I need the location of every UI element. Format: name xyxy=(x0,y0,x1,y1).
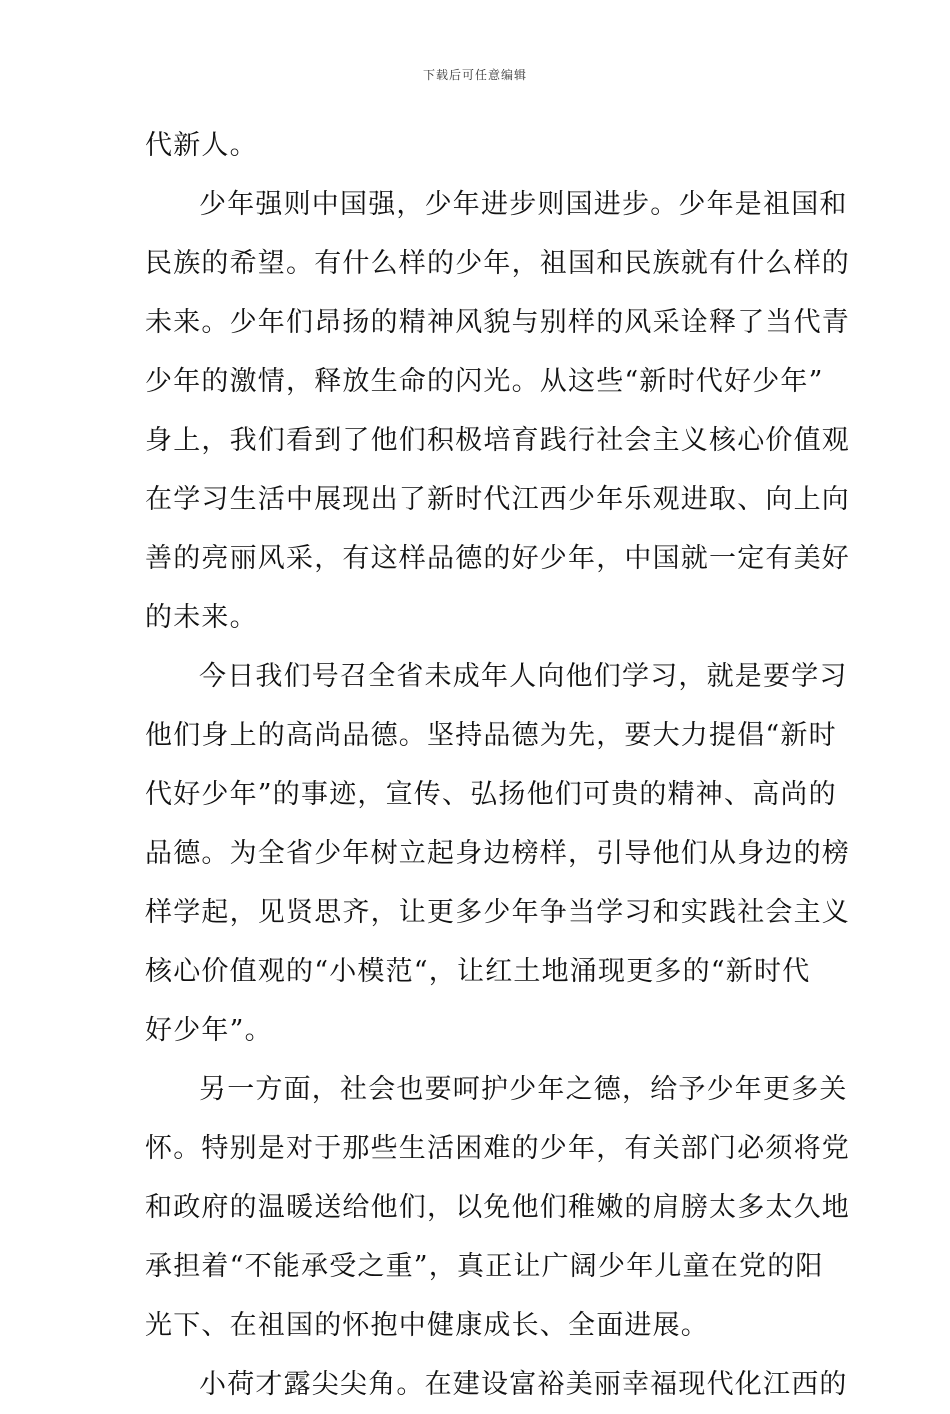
text-line: 光下、在祖国的怀抱中健康成长、全面进展。 xyxy=(145,1310,709,1341)
text-line: 未来。少年们昂扬的精神风貌与别样的风采诠释了当代青 xyxy=(145,307,850,338)
paragraph-first-line: 少年强则中国强，少年进步则国进步。少年是祖国和 xyxy=(199,189,848,220)
text-line: 和政府的温暖送给他们，以免他们稚嫩的肩膀太多太久地 xyxy=(145,1192,850,1223)
text-line: 的未来。 xyxy=(145,602,258,633)
text-line: 怀。特别是对于那些生活困难的少年，有关部门必须将党 xyxy=(145,1133,850,1164)
paragraph-first-line: 另一方面，社会也要呵护少年之德，给予少年更多关 xyxy=(199,1074,848,1105)
text-line: 核心价值观的“小模范“，让红土地涌现更多的“新时代 xyxy=(145,956,811,987)
text-line: 身上，我们看到了他们积极培育践行社会主义核心价值观 xyxy=(145,425,850,456)
body-text xyxy=(145,116,850,1414)
text-line: 他们身上的高尚品德。坚持品德为先，要大力提倡“新时 xyxy=(145,720,837,751)
text-line: 少年的激情，释放生命的闪光。从这些“新时代好少年” xyxy=(145,366,824,397)
text-line: 在学习生活中展现出了新时代江西少年乐观进取、向上向 xyxy=(145,484,850,515)
paragraph-first-line: 小荷才露尖尖角。在建设富裕美丽幸福现代化江西的 xyxy=(199,1369,848,1400)
text-line: 民族的希望。有什么样的少年，祖国和民族就有什么样的 xyxy=(145,248,850,279)
text-line: 承担着“不能承受之重”，真正让广阔少年儿童在党的阳 xyxy=(145,1251,824,1282)
text-line: 代新人。 xyxy=(145,130,258,161)
text-line: 好少年”。 xyxy=(145,1015,273,1046)
text-line: 善的亮丽风采，有这样品德的好少年，中国就一定有美好 xyxy=(145,543,850,574)
text-line: 品德。为全省少年树立起身边榜样，引导他们从身边的榜 xyxy=(145,838,850,869)
paragraph-first-line: 今日我们号召全省未成年人向他们学习，就是要学习 xyxy=(199,661,848,692)
text-line: 代好少年”的事迹，宣传、弘扬他们可贵的精神、高尚的 xyxy=(145,779,837,810)
header-note: 下载后可任意编辑 xyxy=(422,68,527,82)
text-line: 样学起，见贤思齐，让更多少年争当学习和实践社会主义 xyxy=(145,897,850,928)
